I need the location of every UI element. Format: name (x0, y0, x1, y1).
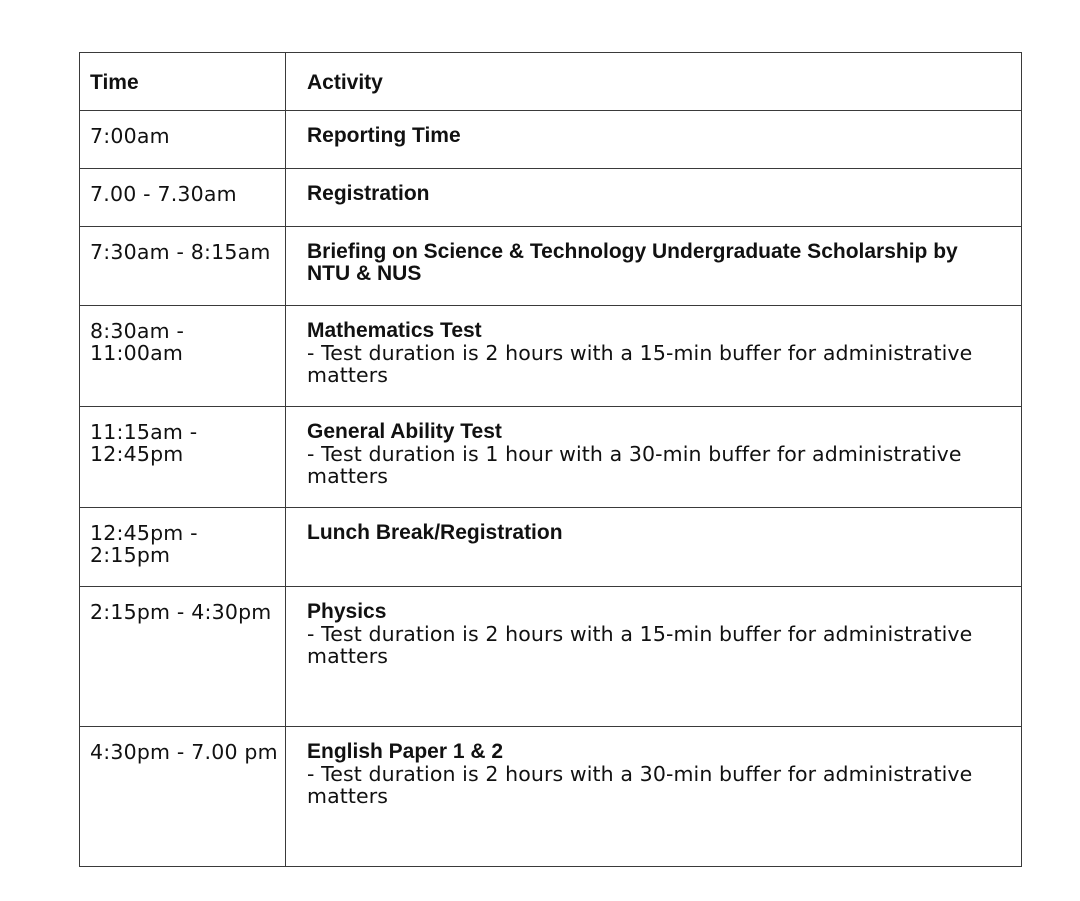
table-row (80, 407, 1022, 508)
time-cell: 7.00 - 7.30am (80, 169, 286, 227)
activity-title: Physics (307, 600, 387, 623)
activity-title: Registration (307, 182, 430, 205)
activity-title: Briefing on Science & Technology Undergraduate Scholarship by NTU & NUS (307, 240, 958, 285)
activity-title: Lunch Break/Registration (307, 521, 563, 544)
schedule-table (79, 52, 1022, 867)
table-row (80, 111, 1022, 169)
activity-detail: - Test duration is 1 hour with a 30-min buffer for administrative matters (307, 442, 962, 488)
activity-column-header: Activity (286, 53, 1022, 111)
time-column-header: Time (80, 53, 286, 111)
table-row (80, 587, 1022, 727)
activity-cell (286, 508, 1022, 587)
table-row (80, 508, 1022, 587)
time-cell: 7:00am (80, 111, 286, 169)
activity-title: Reporting Time (307, 124, 461, 147)
table-row (80, 169, 1022, 227)
activity-cell (286, 306, 1022, 407)
time-cell: 4:30pm - 7.00 pm (80, 727, 286, 867)
activity-cell (286, 587, 1022, 727)
activity-detail: - Test duration is 2 hours with a 15-min buffer for administrative matters (307, 622, 973, 668)
activity-title: English Paper 1 & 2 (307, 740, 504, 763)
table-row (80, 727, 1022, 867)
time-cell: 2:15pm - 4:30pm (80, 587, 286, 727)
header-row (80, 53, 1022, 111)
activity-detail: - Test duration is 2 hours with a 15-min buffer for administrative matters (307, 341, 973, 387)
time-cell: 11:15am - 12:45pm (80, 407, 286, 508)
activity-cell (286, 227, 1022, 306)
table-row (80, 227, 1022, 306)
activity-title: General Ability Test (307, 420, 502, 443)
time-cell: 12:45pm - 2:15pm (80, 508, 286, 587)
activity-cell (286, 727, 1022, 867)
activity-detail: - Test duration is 2 hours with a 30-min buffer for administrative matters (307, 762, 973, 808)
activity-cell (286, 169, 1022, 227)
activity-title: Mathematics Test (307, 319, 482, 342)
time-cell: 7:30am - 8:15am (80, 227, 286, 306)
activity-cell (286, 407, 1022, 508)
activity-cell (286, 111, 1022, 169)
time-cell: 8:30am - 11:00am (80, 306, 286, 407)
table-row (80, 306, 1022, 407)
